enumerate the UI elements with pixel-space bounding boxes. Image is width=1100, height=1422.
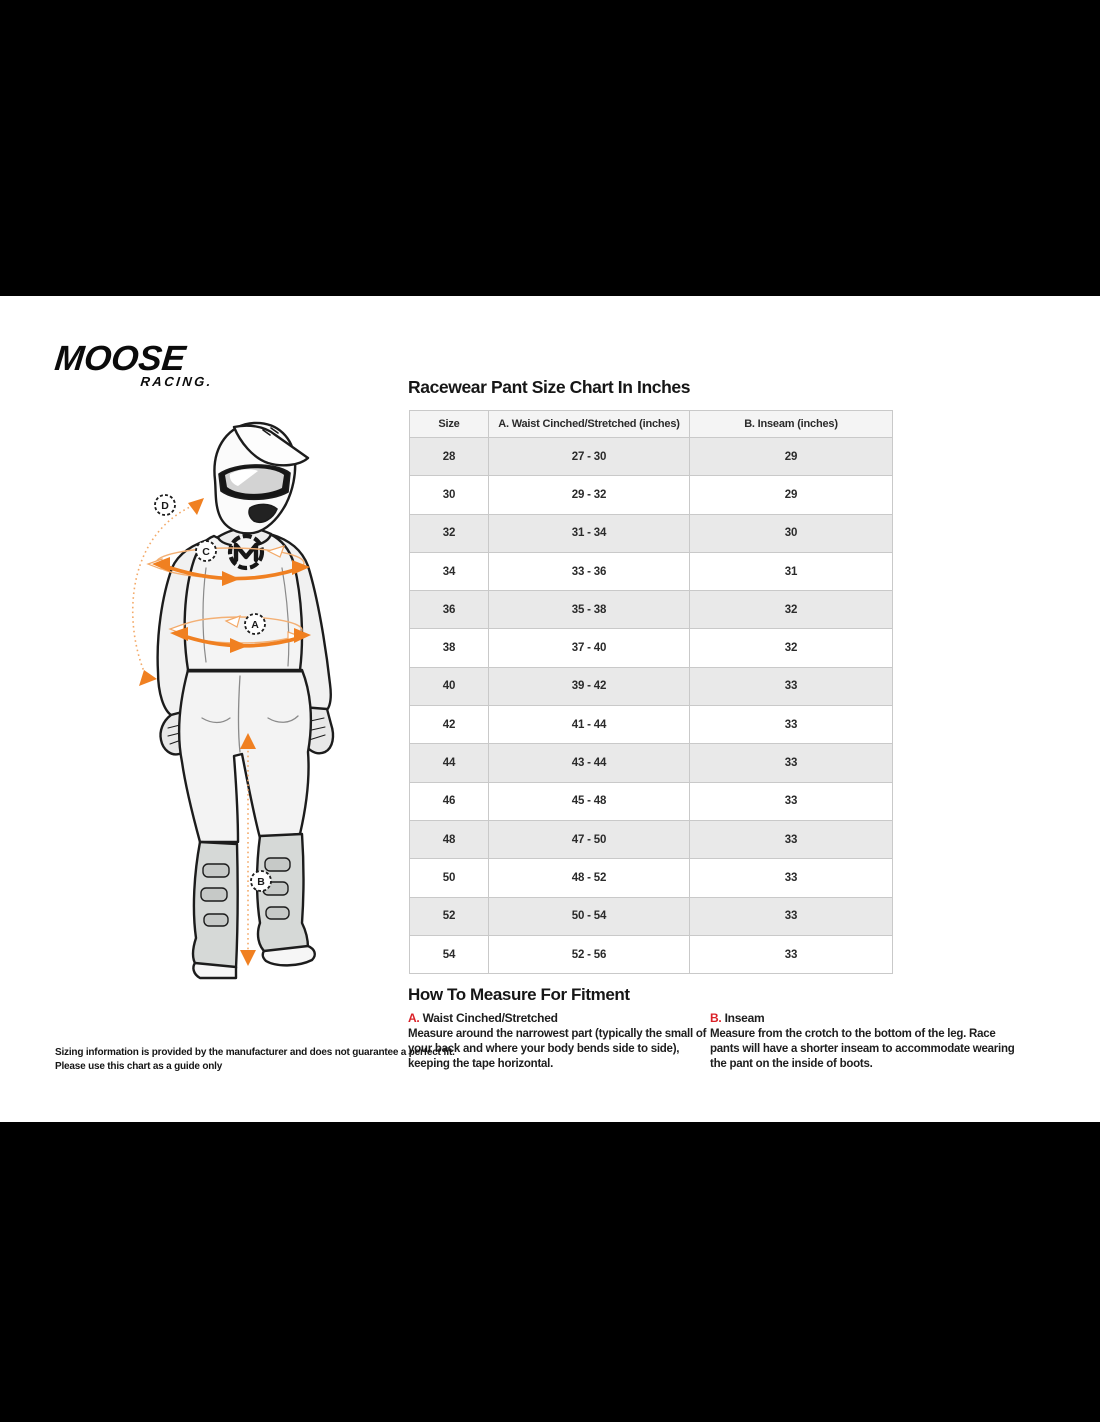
- column-header-waist: A. Waist Cinched/Stretched (inches): [489, 411, 690, 438]
- left-boot-buckle: [201, 888, 227, 901]
- size-cell: 36: [410, 591, 489, 629]
- size-cell: 34: [410, 552, 489, 590]
- left-boot-buckle: [203, 864, 229, 877]
- table-row: [410, 859, 893, 897]
- marker-c-label: C: [202, 546, 210, 558]
- inseam-cell: 31: [690, 552, 893, 590]
- measure-marker-a: A.: [408, 1011, 420, 1025]
- measure-body-text: Measure around the narrowest part (typically the small of your back and where your body bends side to side), keeping the tape horizontal.: [408, 1028, 707, 1070]
- left-boot-sole: [193, 963, 236, 978]
- size-chart-title: Racewear Pant Size Chart In Inches: [408, 377, 691, 397]
- table-row: [410, 629, 893, 667]
- inseam-cell: 33: [690, 859, 893, 897]
- waist-cell: 41 - 44: [489, 706, 690, 744]
- waist-cell: 52 - 56: [489, 935, 690, 973]
- arrowhead-d-bottom: [139, 670, 157, 686]
- table-row: [410, 591, 893, 629]
- table-row: [410, 514, 893, 552]
- inseam-cell: 32: [690, 591, 893, 629]
- inseam-cell: 33: [690, 782, 893, 820]
- table-row: [410, 935, 893, 973]
- table-row: [410, 820, 893, 858]
- table-row: [410, 897, 893, 935]
- size-cell: 50: [410, 859, 489, 897]
- size-cell: 54: [410, 935, 489, 973]
- waist-cell: 45 - 48: [489, 782, 690, 820]
- inseam-cell: 33: [690, 820, 893, 858]
- waist-cell: 48 - 52: [489, 859, 690, 897]
- table-row: [410, 476, 893, 514]
- rider-measurement-illustration: [118, 418, 358, 993]
- sizing-disclaimer: Sizing information is provided by the manufacturer and does not guarantee a perfect fit. Please use this chart as a guide only: [55, 1047, 455, 1072]
- size-cell: 44: [410, 744, 489, 782]
- waist-cell: 43 - 44: [489, 744, 690, 782]
- table-row: [410, 667, 893, 705]
- size-cell: 40: [410, 667, 489, 705]
- table-row: [410, 744, 893, 782]
- waist-cell: 31 - 34: [489, 514, 690, 552]
- table-row: [410, 552, 893, 590]
- inseam-cell: 33: [690, 744, 893, 782]
- waist-cell: 50 - 54: [489, 897, 690, 935]
- column-header-inseam: B. Inseam (inches): [690, 411, 893, 438]
- size-cell: 30: [410, 476, 489, 514]
- arrowhead-inseam-bottom: [240, 950, 256, 966]
- inseam-cell: 33: [690, 706, 893, 744]
- table-row: [410, 706, 893, 744]
- how-to-measure-title: How To Measure For Fitment: [408, 985, 630, 1004]
- inseam-cell: 29: [690, 438, 893, 476]
- column-header-size: Size: [410, 411, 489, 438]
- right-boot-buckle: [266, 907, 289, 919]
- table-header-row: [410, 411, 893, 438]
- inseam-cell: 32: [690, 629, 893, 667]
- waist-cell: 29 - 32: [489, 476, 690, 514]
- arrowhead-d-top: [188, 498, 204, 515]
- table-row: [410, 438, 893, 476]
- waist-cell: 33 - 36: [489, 552, 690, 590]
- measure-section-heading: [408, 1011, 708, 1026]
- inseam-cell: 33: [690, 935, 893, 973]
- rider-pants: [179, 670, 311, 842]
- inseam-cell: 30: [690, 514, 893, 552]
- size-cell: 38: [410, 629, 489, 667]
- inseam-cell: 33: [690, 667, 893, 705]
- right-boot-buckle: [265, 858, 290, 871]
- measure-section-heading: [710, 1011, 1022, 1026]
- size-chart-table: [409, 410, 893, 974]
- inseam-cell: 33: [690, 897, 893, 935]
- marker-d-label: D: [161, 500, 169, 512]
- size-cell: 52: [410, 897, 489, 935]
- measure-heading-text: Inseam: [724, 1011, 765, 1025]
- inseam-cell: 29: [690, 476, 893, 514]
- size-cell: 32: [410, 514, 489, 552]
- jersey-moose-logo: [230, 536, 262, 568]
- marker-b-label: B: [257, 876, 265, 888]
- measure-heading-text: Waist Cinched/Stretched: [422, 1011, 558, 1025]
- measure-body-text: Measure from the crotch to the bottom of the leg. Race pants will have a shorter inseam to accommodate wearing the pant on the inside of boots.: [710, 1028, 1015, 1070]
- top-letterbox-bar: [0, 0, 1100, 296]
- size-cell: 28: [410, 438, 489, 476]
- waist-cell: 47 - 50: [489, 820, 690, 858]
- size-cell: 42: [410, 706, 489, 744]
- size-cell: 48: [410, 820, 489, 858]
- rider-left-boot: [193, 842, 238, 971]
- waist-cell: 37 - 40: [489, 629, 690, 667]
- left-boot-buckle: [204, 914, 228, 926]
- waist-cell: 39 - 42: [489, 667, 690, 705]
- table-row: [410, 782, 893, 820]
- moose-racing-logo: [52, 339, 215, 389]
- waist-cell: 35 - 38: [489, 591, 690, 629]
- marker-a-label: A: [251, 619, 259, 631]
- logo-word-racing: RACING.: [139, 374, 214, 389]
- logo-word-moose: MOOSE: [52, 339, 188, 378]
- bottom-letterbox-bar: [0, 1122, 1100, 1422]
- measure-section-inseam: [710, 1011, 1022, 1072]
- waist-cell: 27 - 30: [489, 438, 690, 476]
- size-cell: 46: [410, 782, 489, 820]
- measure-marker-b: B.: [710, 1011, 722, 1025]
